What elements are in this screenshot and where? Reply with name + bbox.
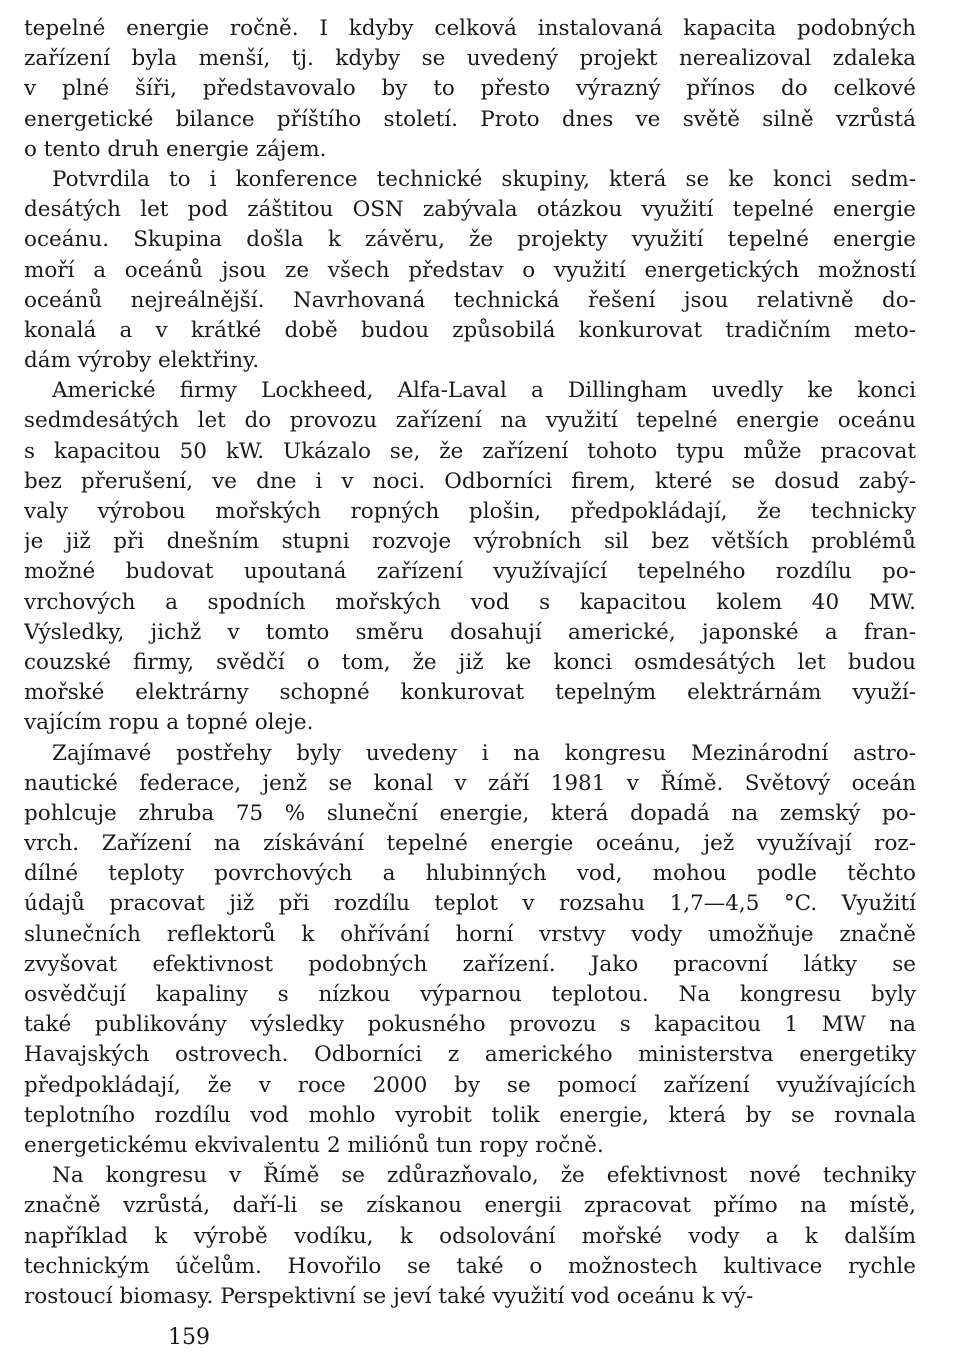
text-line: energetickému ekvivalentu 2 miliónů tun ropy ročně. (24, 1132, 604, 1158)
text-line: mořské elektrárny schopné konkurovat tepelným elektrárnám využí- (24, 680, 916, 706)
text-line: předpokládají, že v roce 2000 by se pomocí zařízení využívajících (24, 1072, 916, 1098)
text-line: o tento druh energie zájem. (24, 136, 327, 162)
text-line: zařízení byla menší, tj. kdyby se uvedený projekt nerealizoval zdaleka (24, 46, 916, 72)
text-line: možné budovat upoutaná zařízení využívající tepelného rozdílu po- (24, 559, 916, 585)
paragraph (24, 739, 916, 1162)
text-line: také publikovány výsledky pokusného provozu s kapacitou 1 MW na (24, 1012, 916, 1038)
text-line: značně vzrůstá, daří-li se získanou energii zpracovat přímo na místě, (24, 1193, 916, 1219)
text-line: nautické federace, jenž se konal v září 1981 v Římě. Světový oceán (24, 770, 916, 796)
text-line: tepelné energie ročně. I kdyby celková instalovaná kapacita podobných (24, 16, 916, 41)
paragraph (24, 376, 916, 738)
text-line: Americké firmy Lockheed, Alfa-Laval a Dillingham uvedly ke konci (52, 378, 916, 404)
text-line: například k výrobě vodíku, k odsolování mořské vody a k dalším (24, 1223, 916, 1249)
text-line: energetické bilance příštího století. Proto dnes ve světě silně vzrůstá (24, 106, 916, 132)
text-line: moří a oceánů jsou ze všech představ o využití energetických možností (24, 257, 916, 283)
text-line: s kapacitou 50 kW. Ukázalo se, že zařízení tohoto typu může pracovat (24, 438, 916, 464)
body-text (24, 14, 916, 1312)
text-line: dílné teploty povrchových a hlubinných vod, mohou podle těchto (24, 861, 916, 887)
text-line: desátých let pod záštitou OSN zabývala otázkou využití tepelné energie (24, 197, 916, 223)
text-line: Výsledky, jichž v tomto směru dosahují americké, japonské a fran- (24, 619, 916, 645)
text-line: údajů pracovat již při rozdílu teplot v rozsahu 1,7—4,5 °C. Využití (24, 891, 916, 917)
text-line: vrchových a spodních mořských vod s kapacitou kolem 40 MW. (24, 589, 916, 615)
page-number: 159 (168, 1325, 210, 1350)
text-line: Zajímavé postřehy byly uvedeny i na kongresu Mezinárodní astro- (52, 740, 916, 766)
text-line: bez přerušení, ve dne i v noci. Odborníci firem, které se dosud zabý- (24, 468, 916, 494)
text-line: je již při dnešním stupni rozvoje výrobních sil bez větších problémů (24, 529, 916, 555)
paragraph (24, 14, 916, 165)
text-line: valy výrobou mořských ropných plošin, předpokládají, že technicky (24, 499, 916, 524)
text-line: oceánu. Skupina došla k závěru, že projekty využití tepelné energie (24, 227, 916, 253)
text-line: teplotního rozdílu vod mohlo vyrobit tolik energie, která by se rovnala (24, 1102, 916, 1128)
text-line: Potvrdila to i konference technické skupiny, která se ke konci sedm- (52, 166, 916, 192)
paragraph (24, 1161, 916, 1312)
text-line: sedmdesátých let do provozu zařízení na využití tepelné energie oceánu (24, 408, 916, 434)
text-line: slunečních reflektorů k ohřívání horní vrstvy vody umožňuje značně (24, 921, 916, 947)
text-line: pohlcuje zhruba 75 % sluneční energie, která dopadá na zemský po- (24, 800, 916, 826)
text-line: konalá a v krátké době budou způsobilá konkurovat tradičním meto- (24, 317, 916, 343)
text-line: v plné šíři, představovalo by to přesto výrazný přínos do celkové (24, 76, 916, 102)
text-line: rostoucí biomasy. Perspektivní se jeví také využití vod oceánu k vý- (24, 1283, 754, 1309)
text-line: vrch. Zařízení na získávání tepelné energie oceánu, jež využívají roz- (24, 831, 916, 857)
text-line: Na kongresu v Římě se zdůrazňovalo, že efektivnost nové techniky (52, 1163, 916, 1189)
text-line: zvyšovat efektivnost podobných zařízení. Jako pracovní látky se (24, 951, 916, 977)
text-line: dám výroby elektřiny. (24, 348, 260, 374)
text-line: vajícím ropu a topné oleje. (24, 710, 314, 736)
text-line: osvědčují kapaliny s nízkou výparnou teplotou. Na kongresu byly (24, 982, 916, 1007)
text-line: Havajských ostrovech. Odborníci z amerického ministerstva energetiky (24, 1042, 916, 1068)
text-line: couzské firmy, svědčí o tom, že již ke konci osmdesátých let budou (24, 649, 916, 675)
text-line: oceánů nejreálnější. Navrhovaná technická řešení jsou relativně do- (24, 287, 916, 313)
paragraph (24, 165, 916, 376)
text-line: technickým účelům. Hovořilo se také o možnostech kultivace rychle (24, 1253, 916, 1279)
